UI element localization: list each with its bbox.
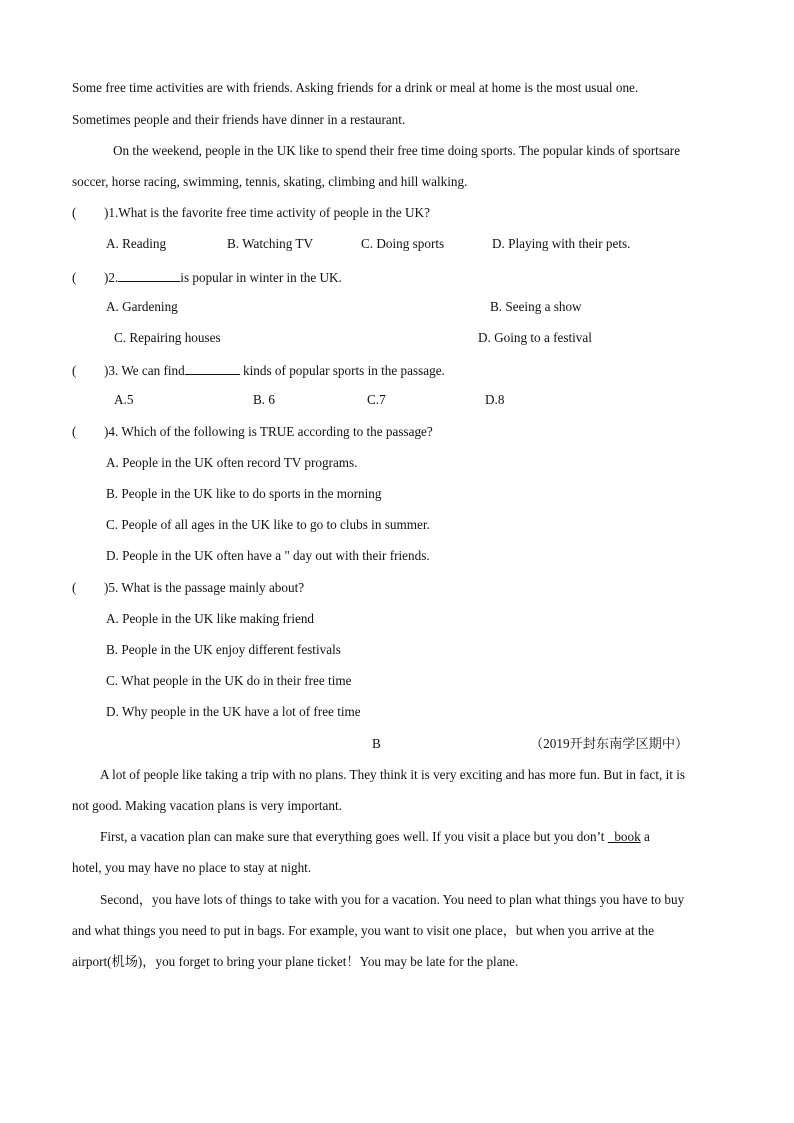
option-c: C. People of all ages in the UK like to go to clubs in summer. (106, 517, 430, 532)
passage-b-line: not good. Making vacation plans is very important. (72, 798, 342, 813)
question-1-stem (72, 204, 430, 222)
option-b: B. People in the UK like to do sports in the morning (106, 486, 382, 501)
question-3-stem (72, 360, 445, 380)
underlined-word: book (607, 829, 641, 844)
answer-bracket-open: ( (72, 424, 77, 439)
option-b: B. 6 (253, 392, 275, 407)
option-b: B. Watching TV (227, 236, 313, 251)
question-4-stem (72, 423, 433, 441)
answer-bracket-close: ) (104, 205, 109, 220)
question-text: 4. Which of the following is TRUE according to the passage? (108, 424, 433, 439)
question-text: is popular in winter in the UK. (180, 270, 342, 285)
option-d: D. Playing with their pets. (492, 236, 631, 251)
question-text: 1.What is the favorite free time activity of people in the UK? (108, 205, 430, 220)
option-d: D.8 (485, 392, 505, 407)
option-d: D. Going to a festival (478, 330, 592, 345)
passage-a-line: On the weekend, people in the UK like to spend their free time doing sports. The popular kinds of sportsare (113, 143, 681, 158)
question-text: kinds of popular sports in the passage. (239, 363, 445, 378)
passage-b-line: Second，you have lots of things to take with you for a vacation. You need to plan what things you have to buy (100, 892, 685, 907)
answer-bracket-close: ) (104, 270, 109, 285)
option-c: C.7 (367, 392, 386, 407)
passage-a-line: Sometimes people and their friends have dinner in a restaurant. (72, 112, 406, 127)
answer-bracket-close: ) (104, 580, 109, 595)
section-b-label: B (372, 736, 381, 751)
option-d: D. People in the UK often have a " day out with their friends. (106, 548, 430, 563)
answer-bracket-open: ( (72, 363, 77, 378)
section-b-source: （2019开封东南学区期中） (530, 736, 689, 751)
option-a: A. People in the UK like making friend (106, 611, 315, 626)
option-c: C. Doing sports (361, 236, 445, 251)
passage-b-line: hotel, you may have no place to stay at night. (72, 860, 312, 875)
question-text: 5. What is the passage mainly about? (108, 580, 305, 595)
option-b: B. Seeing a show (490, 299, 582, 314)
passage-text: First, a vacation plan can make sure that everything goes well. If you visit a place but you don’t (100, 829, 608, 844)
passage-b-line: airport(机场)，you forget to bring your plane ticket！You may be late for the plane. (72, 954, 519, 969)
option-c: C. Repairing houses (114, 330, 221, 345)
question-text: 2. (108, 270, 119, 285)
question-2-stem (72, 267, 342, 287)
option-b: B. People in the UK enjoy different festivals (106, 642, 341, 657)
passage-a-line: Some free time activities are with friends. Asking friends for a drink or meal at home is the most usual one. (72, 80, 639, 95)
fill-blank (185, 360, 240, 375)
passage-b-line (100, 828, 650, 846)
fill-blank (118, 267, 180, 282)
option-a: A.5 (114, 392, 134, 407)
answer-bracket-open: ( (72, 205, 77, 220)
option-c: C. What people in the UK do in their free time (106, 673, 352, 688)
passage-a-line: soccer, horse racing, swimming, tennis, skating, climbing and hill walking. (72, 174, 468, 189)
answer-bracket-open: ( (72, 580, 77, 595)
answer-bracket-close: ) (104, 424, 109, 439)
option-a: A. Gardening (106, 299, 178, 314)
option-d: D. Why people in the UK have a lot of free time (106, 704, 361, 719)
passage-text: a (640, 829, 650, 844)
answer-bracket-open: ( (72, 270, 77, 285)
option-a: A. Reading (106, 236, 167, 251)
passage-b-line: and what things you need to put in bags. For example, you want to visit one place，but when you arrive at the (72, 923, 654, 938)
question-5-stem (72, 579, 304, 597)
question-text: 3. We can find (108, 363, 185, 378)
passage-b-line: A lot of people like taking a trip with no plans. They think it is very exciting and has more fun. But in fact, it is (100, 767, 686, 782)
answer-bracket-close: ) (104, 363, 109, 378)
option-a: A. People in the UK often record TV programs. (106, 455, 358, 470)
